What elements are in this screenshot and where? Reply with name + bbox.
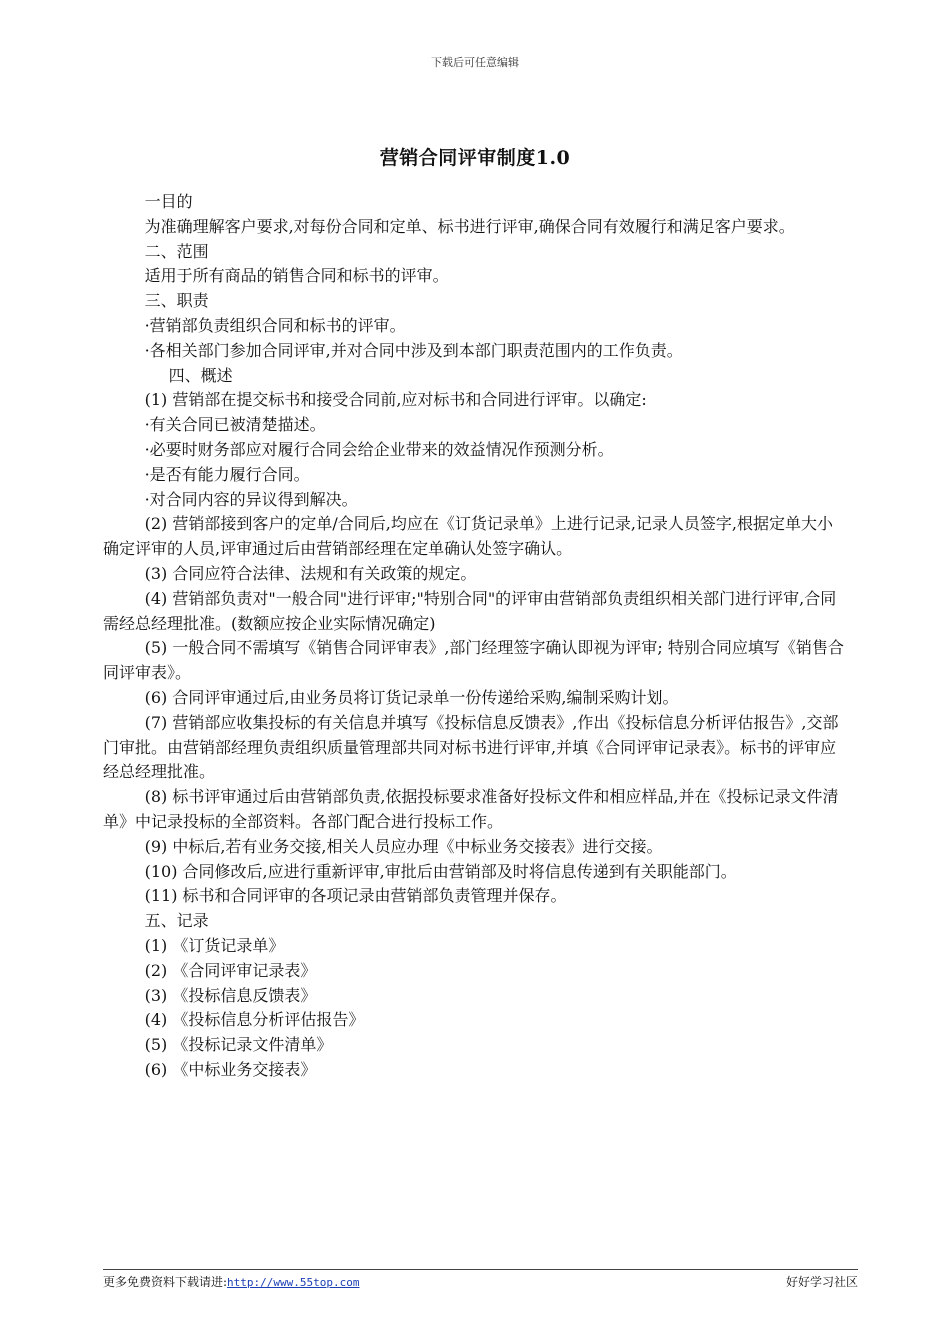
body-paragraph: (2) 营销部接到客户的定单/合同后,均应在《订货记录单》上进行记录,记录人员签字,根据定单大小确定评审的人员,评审通过后由营销部经理在定单确认处签字确认。 — [103, 514, 833, 559]
body-paragraph: 五、记录 — [144, 911, 209, 931]
body-paragraph: 适用于所有商品的销售合同和标书的评审。 — [144, 266, 449, 286]
body-paragraph: ·各相关部门参加合同评审,并对合同中涉及到本部门职责范围内的工作负责。 — [144, 340, 683, 360]
body-paragraph: (4) 《投标信息分析评估报告》 — [144, 1010, 365, 1030]
body-paragraph: (5) 《投标记录文件清单》 — [144, 1035, 333, 1055]
body-paragraph: (5) 一般合同不需填写《销售合同评审表》,部门经理签字确认即视为评审; 特别合同应填写《销售合同评审表》。 — [103, 638, 844, 683]
body-paragraph: (8) 标书评审通过后由营销部负责,依据投标要求准备好投标文件和相应样品,并在《投标记录文件清单》中记录投标的全部资料。各部门配合进行投标工作。 — [103, 787, 839, 831]
body-paragraph: 四、概述 — [168, 365, 233, 385]
body-paragraph: (1) 营销部在提交标书和接受合同前,应对标书和合同进行评审。以确定: — [144, 390, 647, 410]
page-footer — [103, 1269, 858, 1288]
body-paragraph: ·对合同内容的异议得到解决。 — [144, 489, 358, 509]
body-paragraph: (3) 《投标信息反馈表》 — [144, 985, 317, 1005]
footer-download-note — [103, 1273, 360, 1290]
body-paragraph: ·营销部负责组织合同和标书的评审。 — [144, 315, 406, 335]
body-paragraph: ·必要时财务部应对履行合同会给企业带来的效益情况作预测分析。 — [144, 439, 614, 459]
body-paragraph: 二、范围 — [144, 241, 209, 261]
body-paragraph: ·是否有能力履行合同。 — [144, 464, 310, 484]
footer-link[interactable]: http://www.55top.com — [227, 1276, 360, 1289]
body-paragraph: ·有关合同已被清楚描述。 — [144, 415, 326, 435]
document-body — [103, 190, 845, 1083]
body-paragraph: 三、职责 — [144, 291, 209, 311]
body-paragraph: (4) 营销部负责对"一般合同"进行评审;"特别合同"的评审由营销部负责组织相关部门进行评审,合同需经总经理批准。(数额应按企业实际情况确定) — [103, 588, 837, 633]
body-paragraph: (10) 合同修改后,应进行重新评审,审批后由营销部及时将信息传递到有关职能部门。 — [144, 861, 737, 881]
body-paragraph: (7) 营销部应收集投标的有关信息并填写《投标信息反馈表》,作出《投标信息分析评估报告》,交部门审批。由营销部经理负责组织质量管理部共同对标书进行评审,并填《合同评审记录表》。标书的评审应经总经理批准。 — [103, 712, 839, 782]
body-paragraph: (6) 《中标业务交接表》 — [144, 1059, 317, 1079]
body-paragraph: (3) 合同应符合法律、法规和有关政策的规定。 — [144, 563, 477, 583]
body-paragraph: 一目的 — [144, 192, 193, 211]
body-paragraph: (1) 《订货记录单》 — [144, 935, 285, 955]
footer-label: 更多免费资料下载请进: — [103, 1275, 228, 1289]
body-paragraph: (11) 标书和合同评审的各项记录由营销部负责管理并保存。 — [144, 886, 567, 906]
body-paragraph: (6) 合同评审通过后,由业务员将订货记录单一份传递给采购,编制采购计划。 — [144, 687, 679, 707]
body-paragraph: (9) 中标后,若有业务交接,相关人员应办理《中标业务交接表》进行交接。 — [144, 836, 663, 856]
header-note: 下载后可任意编辑 — [431, 56, 519, 69]
body-paragraph: 为准确理解客户要求,对每份合同和定单、标书进行评审,确保合同有效履行和满足客户要求。 — [144, 216, 795, 236]
document-title: 营销合同评审制度1.0 — [379, 147, 571, 169]
body-paragraph: (2) 《合同评审记录表》 — [144, 960, 317, 980]
footer-site-name: 好好学习社区 — [785, 1275, 858, 1289]
